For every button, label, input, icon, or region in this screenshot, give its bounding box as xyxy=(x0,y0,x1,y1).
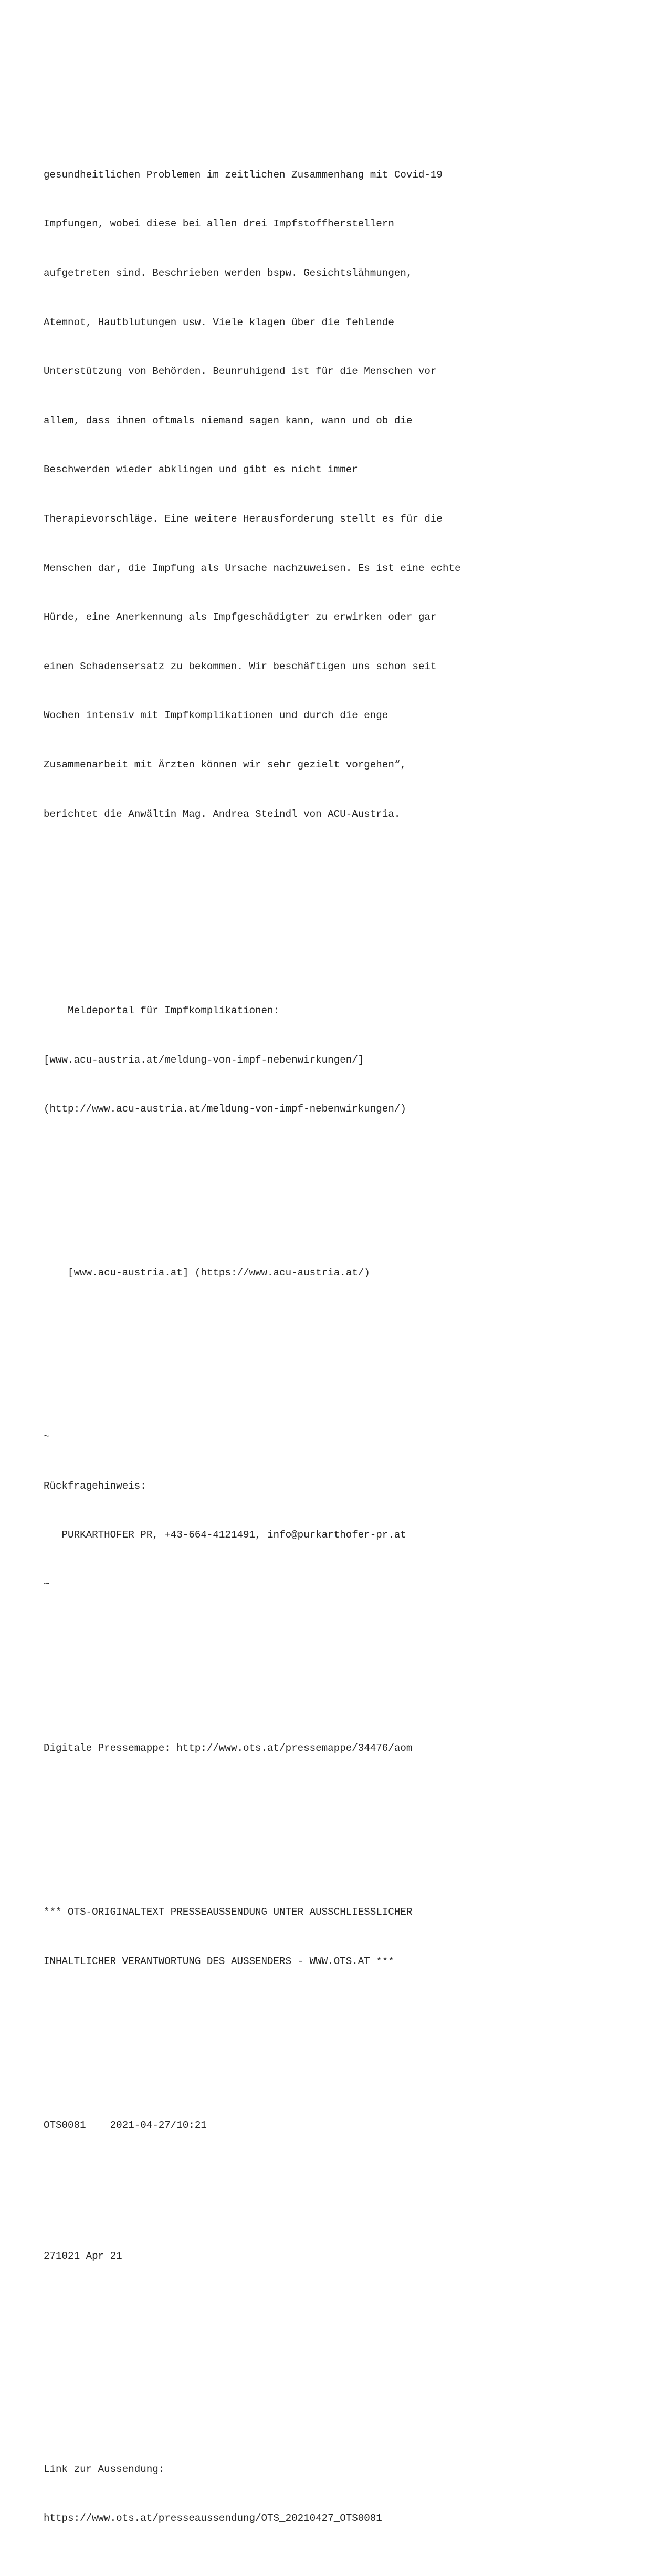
paragraph-line: aufgetreten sind. Beschrieben werden bspw. Gesichtslähmungen, xyxy=(44,267,413,279)
paragraph-line: Therapievorschläge. Eine weitere Herausforderung stellt es für die xyxy=(44,513,443,525)
pressemappe-link[interactable]: Digitale Pressemappe: http://www.ots.at/pressemappe/34476/aom xyxy=(44,1742,413,1754)
blank-line xyxy=(44,1806,621,1822)
blank-line xyxy=(44,1331,621,1347)
contact-details: PURKARTHOFER PR, +43-664-4121491, info@purkarthofer-pr.at xyxy=(44,1529,406,1541)
paragraph-line: Zusammenarbeit mit Ärzten können wir sehr gezielt vorgehen“, xyxy=(44,759,406,771)
ots-id-line: OTS0081 2021-04-27/10:21 xyxy=(44,2119,207,2131)
paragraph-line: berichtet die Anwältin Mag. Andrea Steindl von ACU-Austria. xyxy=(44,808,401,820)
date-code: 271021 Apr 21 xyxy=(44,2250,122,2262)
paragraph-line: einen Schadensersatz zu bekommen. Wir beschäftigen uns schon seit xyxy=(44,660,437,672)
link-section xyxy=(44,2428,621,2560)
separator-bottom: ~ xyxy=(44,1578,50,1590)
body-paragraph xyxy=(44,134,621,855)
blank-line xyxy=(44,2314,621,2330)
blank-line xyxy=(44,1199,621,1216)
disclaimer-block xyxy=(44,1872,621,2003)
paragraph-line: gesundheitlichen Problemen im zeitlichen Zusammenhang mit Covid-19 xyxy=(44,169,443,181)
paragraph-line: allem, dass ihnen oftmals niemand sagen kann, wann und ob die xyxy=(44,414,413,427)
disclaimer-line: INHALTLICHER VERANTWORTUNG DES AUSSENDERS - WWW.OTS.AT *** xyxy=(44,1955,394,1967)
aussendung-link[interactable]: https://www.ots.at/presseaussendung/OTS_20210427_OTS0081 xyxy=(44,2512,382,2525)
paragraph-line: Beschwerden wieder abklingen und gibt es nicht immer xyxy=(44,464,358,476)
separator-top: ~ xyxy=(44,1431,50,1443)
paragraph-line: Atemnot, Hautblutungen usw. Viele klagen über die fehlende xyxy=(44,316,394,328)
contact-label: Rückfragehinweis: xyxy=(44,1480,146,1492)
meldeportal-label: Meldeportal für Impfkomplikationen: xyxy=(44,1004,280,1016)
meldeportal-link-text[interactable]: [www.acu-austria.at/meldung-von-impf-nebenwirkungen/] xyxy=(44,1054,364,1066)
link-label: Link zur Aussendung: xyxy=(44,2463,165,2475)
contact-block xyxy=(44,1396,621,1626)
disclaimer-line: *** OTS-ORIGINALTEXT PRESSEAUSSENDUNG UNTER AUSSCHLIESSLICHER xyxy=(44,1906,413,1918)
blank-line xyxy=(44,2052,621,2068)
paragraph-line: Hürde, eine Anerkennung als Impfgeschädigter zu erwirken oder gar xyxy=(44,611,437,624)
meldeportal-link-url[interactable]: (http://www.acu-austria.at/meldung-von-impf-nebenwirkungen/) xyxy=(44,1103,406,1115)
paragraph-line: Impfungen, wobei diese bei allen drei Impfstoffherstellern xyxy=(44,218,394,230)
meldeportal-block xyxy=(44,970,621,1150)
blank-line xyxy=(44,2183,621,2199)
document-page xyxy=(44,101,621,2576)
paragraph-line: Unterstützung von Behörden. Beunruhigend ist für die Menschen vor xyxy=(44,366,437,378)
website-link[interactable]: [www.acu-austria.at] (https://www.acu-austria.at/) xyxy=(44,1267,370,1279)
paragraph-line: Wochen intensiv mit Impfkomplikationen und durch die enge xyxy=(44,710,388,722)
paragraph-line: Menschen dar, die Impfung als Ursache nachzuweisen. Es ist eine echte xyxy=(44,562,461,574)
blank-line xyxy=(44,905,621,921)
blank-line xyxy=(44,1675,621,1691)
blank-line xyxy=(44,2363,621,2379)
